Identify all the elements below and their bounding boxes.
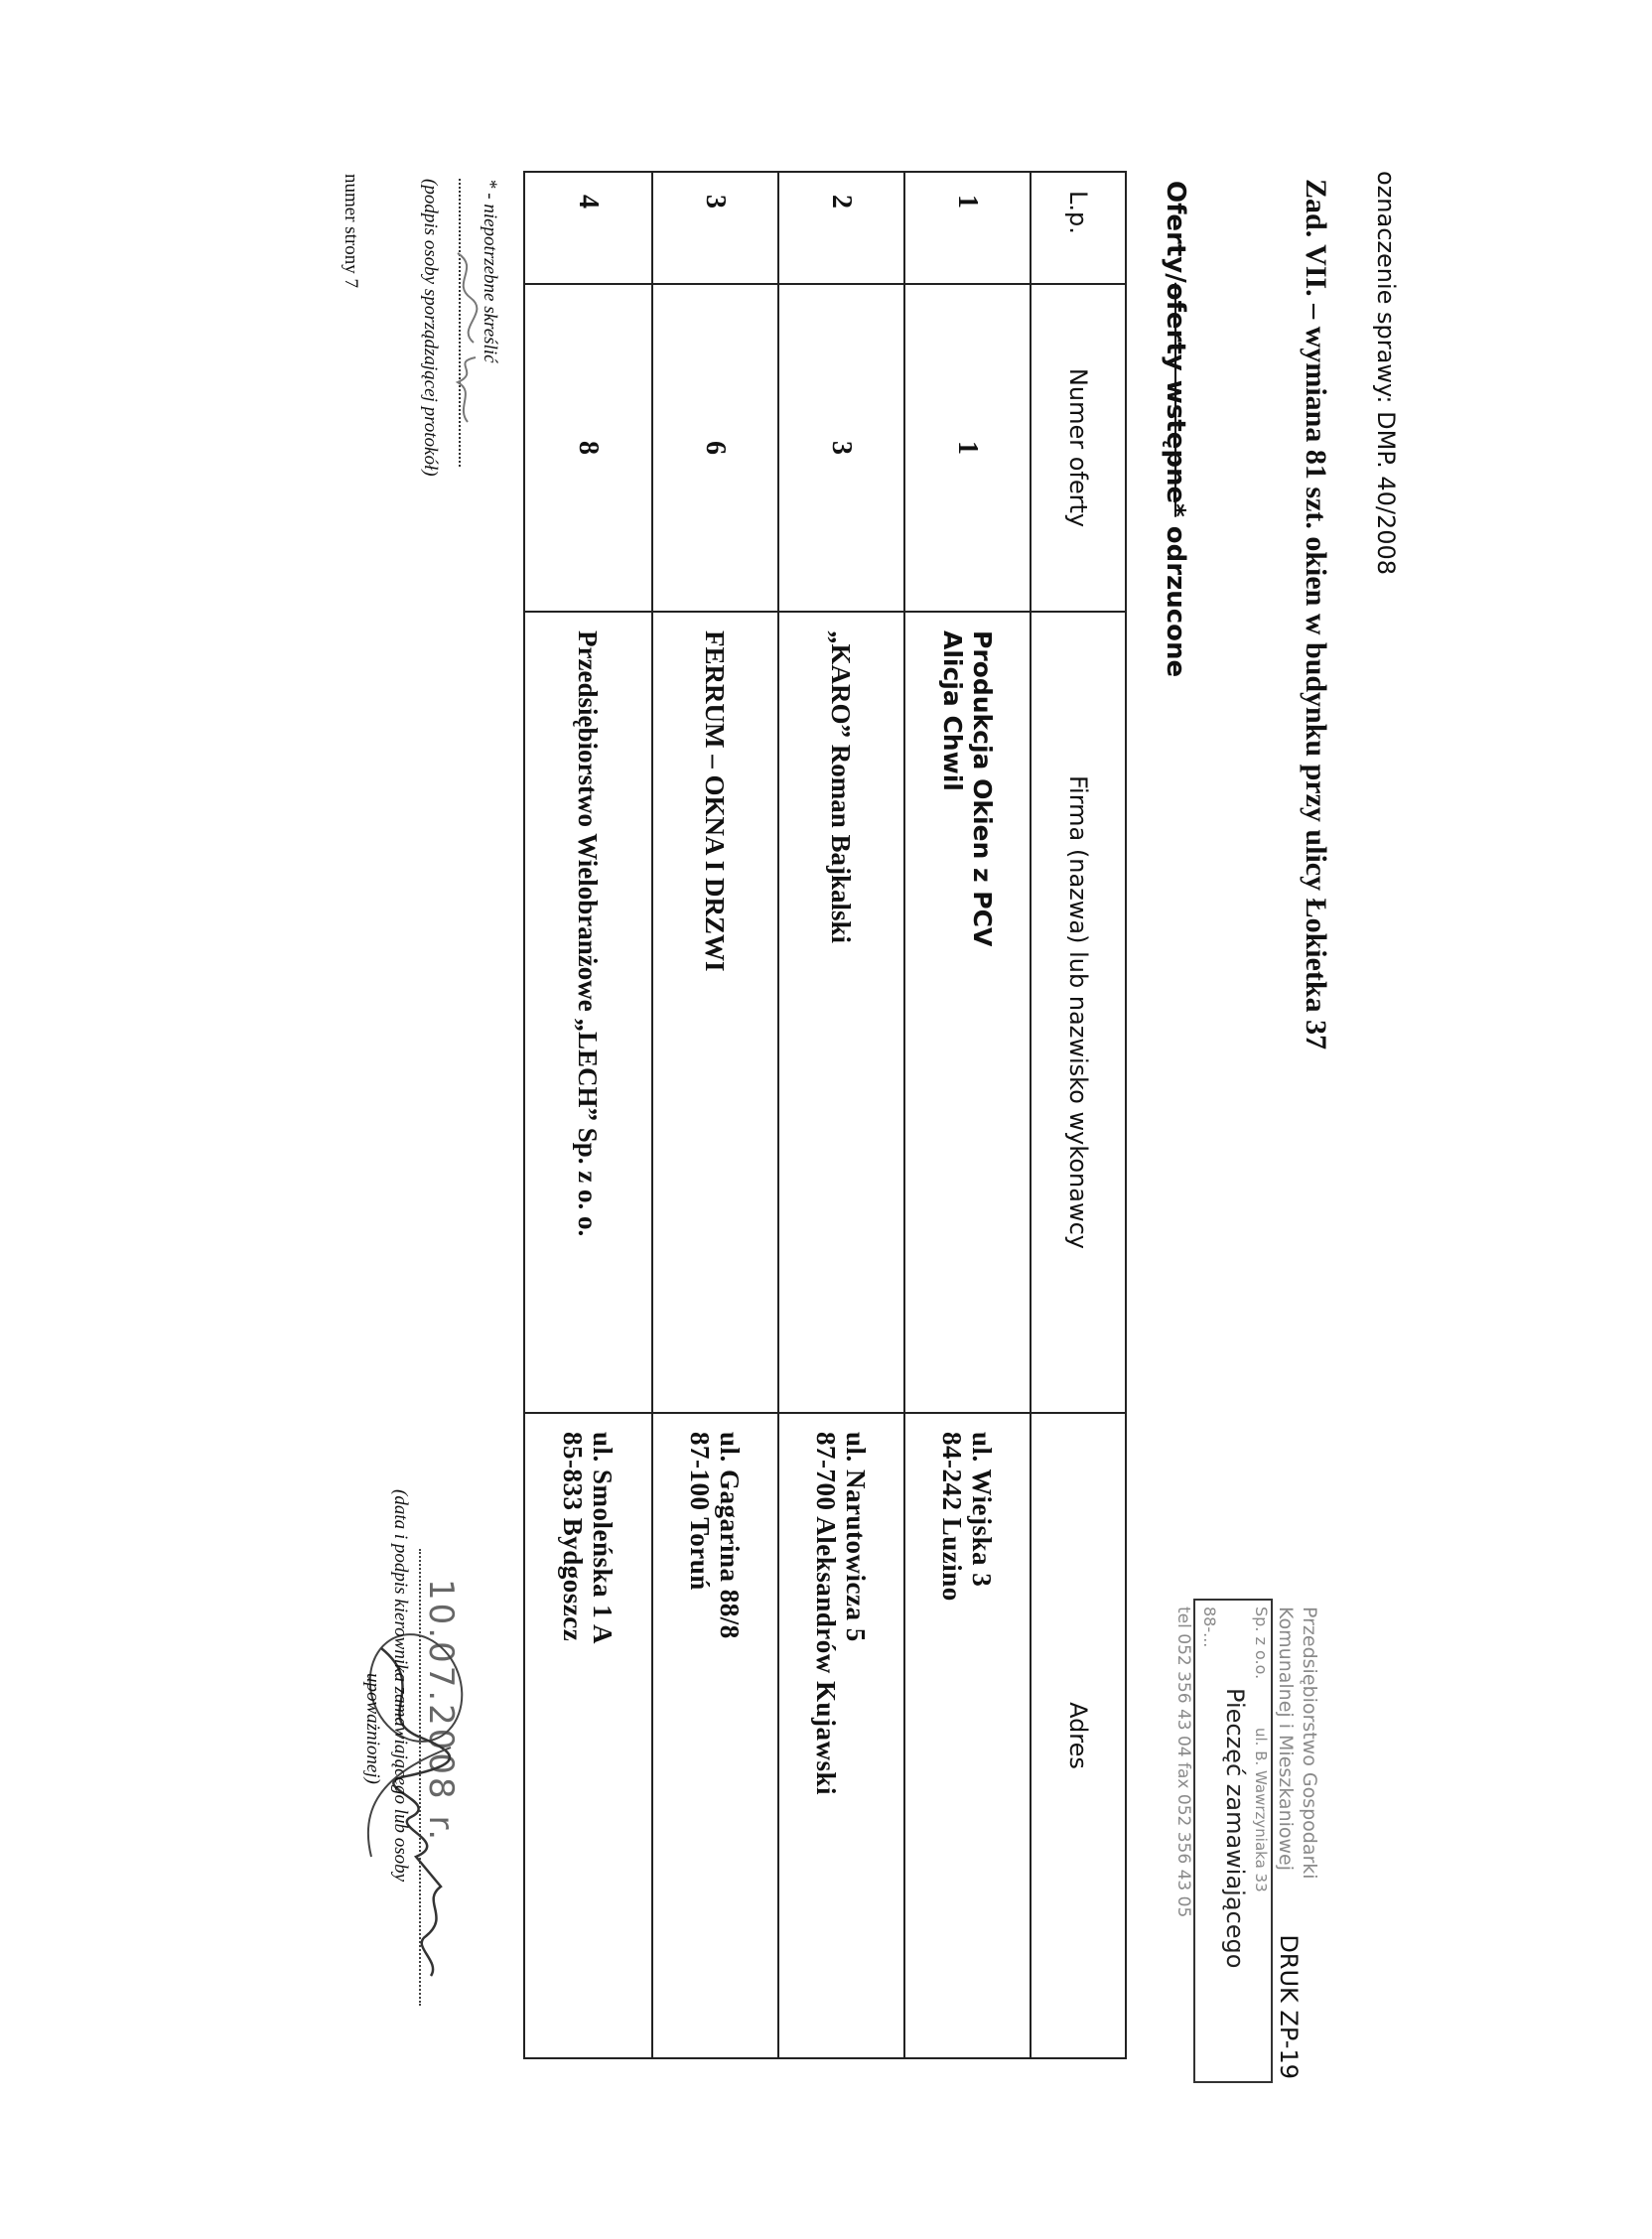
heading-prefix: Oferty/	[1161, 181, 1190, 283]
firm-line: Produkcja Okien z PCV	[968, 630, 998, 947]
stamp-line: tel 052 356 43 04 fax 052 356 43 05	[1173, 1607, 1193, 1918]
table-row	[524, 172, 652, 2058]
cell-address	[778, 1413, 904, 2058]
address-line: 87-700 Aleksandrów Kujawski	[811, 1432, 842, 1796]
footnote: * - niepotrzebne skreślić	[480, 179, 500, 363]
address-line: 84-242 Luzino	[937, 1432, 968, 1602]
column-header-lp: L.p.	[1031, 172, 1126, 284]
cell-offer-number: 8	[524, 284, 652, 612]
section-heading	[1161, 181, 1190, 677]
cell-lp: 4	[524, 172, 652, 284]
address-line: ul. Smoleńska 1 A	[588, 1432, 619, 1645]
table-row	[778, 172, 904, 2058]
stamp-line: ul. B. Wawrzyniaka 33	[1252, 1728, 1270, 1892]
table-row	[652, 172, 778, 2058]
cell-address	[524, 1413, 652, 2058]
cell-firm: Przedsiębiorstwo Wielobranżowe „LECH” Sp. z o. o.	[524, 612, 652, 1413]
page-number: numer strony 7	[341, 174, 361, 289]
column-header-offer-number: Numer oferty	[1031, 284, 1126, 612]
address-line: 85-833 Bydgoszcz	[558, 1432, 589, 1642]
address-line: ul. Gagarina 88/8	[715, 1432, 746, 1639]
cell-address	[652, 1413, 778, 2058]
stamp-line: 88-...	[1200, 1607, 1219, 1648]
cell-firm: FERRUM – OKNA I DRZWI	[652, 612, 778, 1413]
stamp-line: Sp. z o.o.	[1252, 1607, 1271, 1680]
signature-caption-left: (podpis osoby sporządzającej protokół)	[420, 179, 441, 477]
cell-offer-number: 6	[652, 284, 778, 612]
column-header-address: Adres	[1031, 1413, 1126, 2058]
stamp-line: Przedsiębiorstwo Gospodarki	[1299, 1607, 1320, 1880]
rejected-offers-table	[523, 171, 1127, 2059]
firm-line: Alicja Chwil	[938, 630, 968, 791]
signature-caption-right: (data i podpis kierownika zamawiającego lub osoby	[390, 1489, 411, 1883]
heading-struck-text: oferty wstępne*	[1161, 282, 1190, 517]
column-header-firm: Firma (nazwa) lub nazwisko wykonawcy	[1031, 612, 1126, 1413]
stamp-label: Pieczęć zamawiającego	[1221, 1688, 1249, 1969]
cell-firm	[904, 612, 1031, 1413]
address-line: 87-100 Toruń	[685, 1432, 716, 1591]
table-header-row	[1031, 172, 1126, 2058]
cell-address	[904, 1413, 1031, 2058]
table-row	[904, 172, 1031, 2058]
cell-lp: 2	[778, 172, 904, 284]
address-line: ul. Wiejska 3	[967, 1432, 998, 1588]
cell-lp: 3	[652, 172, 778, 284]
address-line: ul. Narutowicza 5	[841, 1432, 872, 1642]
cell-firm: „KARO” Roman Bajkalski	[778, 612, 904, 1413]
task-title: Zad. VII. – wymiana 81 szt. okien w budynku przy ulicy Łokietka 37	[1300, 179, 1332, 1050]
cell-offer-number: 3	[778, 284, 904, 612]
cell-offer-number: 1	[904, 284, 1031, 612]
case-reference: oznaczenie sprawy: DMP. 40/2008	[1372, 171, 1400, 576]
cell-lp: 1	[904, 172, 1031, 284]
heading-suffix: odrzucone	[1161, 516, 1190, 678]
signature-left	[446, 248, 485, 447]
form-id-label: DRUK ZP-19	[1275, 1934, 1303, 2079]
stamp-line: Komunalnej i Mieszkaniowej	[1275, 1607, 1297, 1872]
signature-date: 10.07.2008 r.	[421, 1579, 461, 1844]
signature-caption-right-cont: upoważnionej)	[362, 1673, 383, 1784]
